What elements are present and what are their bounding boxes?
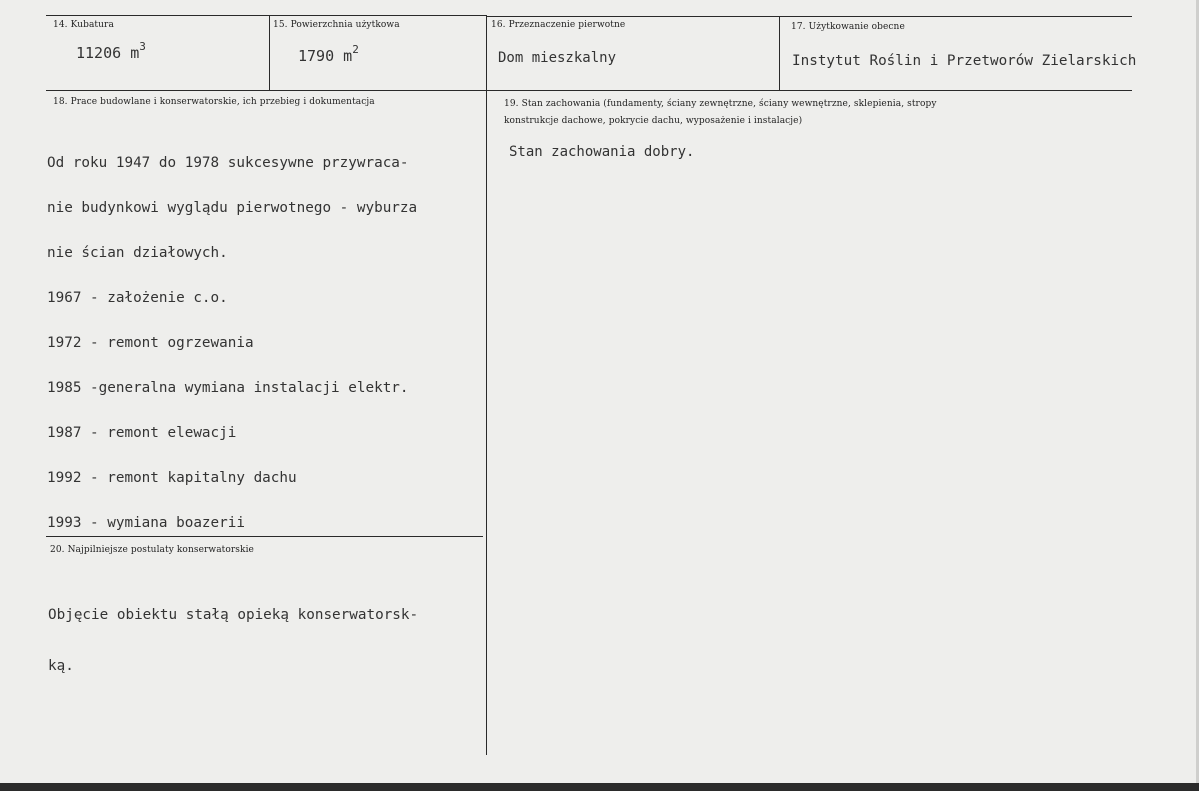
field-18-text	[47, 126, 417, 561]
field-20-line: Objęcie obiektu stałą opieką konserwatorsk-	[48, 607, 419, 623]
field-14-number: 11206	[76, 44, 122, 62]
field-17-value: Instytut Roślin i Przetworów Zielarskich	[792, 53, 1137, 69]
scan-edge-bottom	[0, 783, 1199, 791]
field-18-line: 1993 - wymiana boazerii	[47, 515, 245, 531]
rule-top-left	[46, 15, 486, 16]
field-14-unit: m	[130, 44, 140, 62]
field-14-label: 14. Kubatura	[53, 20, 114, 30]
field-18-line: nie ścian działowych.	[47, 245, 228, 261]
field-18-line: 1967 - założenie c.o.	[47, 290, 228, 306]
field-15-exponent: 2	[352, 43, 359, 56]
field-18-line: 1987 - remont elewacji	[47, 425, 237, 441]
rule-top-right	[486, 16, 1132, 17]
field-16-label: 16. Przeznaczenie pierwotne	[491, 20, 626, 30]
rule-v-15-16	[486, 15, 487, 755]
field-14-value	[76, 42, 146, 62]
field-18-line: 1992 - remont kapitalny dachu	[47, 470, 297, 486]
field-20-line: ką.	[48, 658, 74, 674]
field-18-line: Od roku 1947 do 1978 sukcesywne przywraca-	[47, 155, 409, 171]
field-18-label: 18. Prace budowlane i konserwatorskie, ich przebieg i dokumentacja	[53, 97, 375, 107]
field-14-exponent: 3	[139, 40, 146, 53]
field-17-label: 17. Użytkowanie obecne	[791, 22, 905, 32]
field-16-value: Dom mieszkalny	[498, 50, 617, 66]
rule-v-16-17	[779, 16, 780, 90]
field-18-line: 1985 -generalna wymiana instalacji elektr.	[47, 380, 409, 396]
field-15-number: 1790	[298, 47, 335, 65]
field-19-label-line2: konstrukcje dachowe, pokrycie dachu, wyposażenie i instalacje)	[504, 116, 803, 126]
field-20-text	[48, 573, 418, 709]
field-18-line: 1972 - remont ogrzewania	[47, 335, 254, 351]
rule-row2	[46, 90, 1132, 91]
field-18-line: nie budynkowi wyglądu pierwotnego - wyburza	[47, 200, 418, 216]
field-19-value: Stan zachowania dobry.	[509, 144, 695, 160]
rule-v-14-15	[269, 15, 270, 90]
field-15-label: 15. Powierzchnia użytkowa	[273, 20, 400, 30]
field-19-label-line1: 19. Stan zachowania (fundamenty, ściany zewnętrzne, ściany wewnętrzne, sklepienia, stropy	[504, 99, 937, 109]
field-20-label: 20. Najpilniejsze postulaty konserwatorskie	[50, 545, 254, 555]
field-15-unit: m	[343, 47, 353, 65]
field-15-value	[298, 45, 359, 65]
